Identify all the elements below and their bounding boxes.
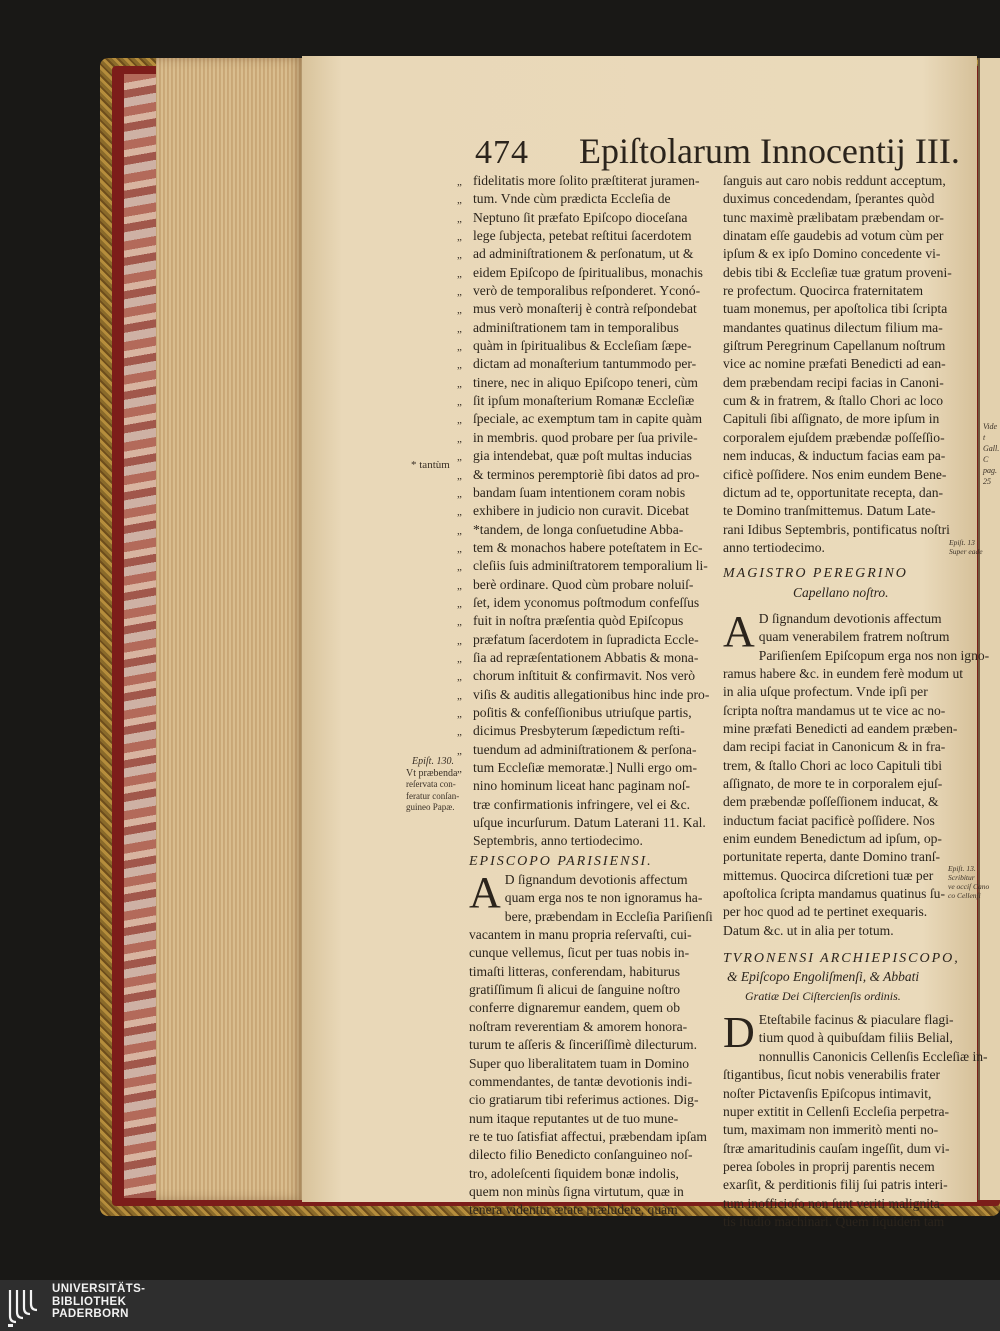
- line-text: træ confirmationis infringere, vel ei &c.: [473, 796, 691, 812]
- text-line: [457, 704, 715, 722]
- line-text: eidem Epiſcopo de ſpiritualibus, monachis: [473, 264, 703, 280]
- letter-body: [723, 1008, 988, 1231]
- line-text: gia intendebat, quæ poſt multas inducias: [473, 448, 692, 464]
- text-line: [457, 466, 715, 484]
- letter-body: [457, 868, 715, 1220]
- text-line: [457, 539, 715, 557]
- text-line: mandantes quatinus dilectum filium ma-: [723, 319, 943, 335]
- line-text: dictam ad monaſterium tantummodo per-: [473, 356, 697, 372]
- quote-mark: „: [457, 249, 462, 262]
- text-line: [457, 686, 715, 704]
- text-line: portunitate reperta, dante Domino tranſ-: [723, 849, 941, 865]
- text-line: turum te aſſeris & ſinceriſſimè dilecturum.: [469, 1037, 698, 1053]
- text-line: [457, 832, 715, 850]
- text-line: in alia uſque profectum. Vnde ipſi per: [723, 684, 928, 700]
- margin-note-line: Epiſt. 13.: [948, 864, 976, 873]
- quote-mark: „: [457, 634, 462, 647]
- text-line: Datum &c. ut in alia per totum.: [723, 922, 894, 938]
- library-name-line: BIBLIOTHEK: [52, 1295, 127, 1308]
- quote-mark: „: [457, 231, 462, 244]
- text-line: tuam monemus, per apoſtolica tibi ſcripta: [723, 301, 948, 317]
- text-line: [457, 649, 715, 667]
- line-text: cleſiis ſuis adminiſtratorem temporalium li-: [473, 558, 708, 574]
- line-text: fuit in noſtra præſentia quòd Epiſcopus: [473, 613, 684, 629]
- text-line: ſanguis aut caro nobis reddunt acceptum,: [723, 173, 946, 188]
- text-line: giſtrum Peregrinum Capellanum noſtrum: [723, 338, 946, 354]
- line-text: fidelitatis more ſolito præſtiterat juramen-: [473, 173, 700, 188]
- text-line: [457, 172, 715, 190]
- margin-note-line: Vide t: [983, 422, 998, 442]
- text-line: mittemus. Quocirca diſcretioni tuæ per: [723, 867, 934, 883]
- text-line: [457, 777, 715, 795]
- text-line: ſtræ amaritudinis cauſam ingeſſit, dum vi-: [723, 1140, 950, 1156]
- text-line: [457, 759, 715, 777]
- text-line: [457, 337, 715, 355]
- library-name-line: PADERBORN: [52, 1308, 129, 1320]
- text-line: vacantem in manu propria reſervaſti, cui-: [469, 927, 692, 943]
- text-line: vice ac nomine præfati Benedicti ad ean-: [723, 356, 946, 372]
- quote-mark: „: [457, 506, 462, 519]
- line-text: in membris. quod probare per ſua privile-: [473, 429, 698, 445]
- line-text: & terminos peremptoriè ſibi datos ad pro-: [473, 466, 700, 482]
- running-title: Epiſtolarum Innocentij III.: [579, 131, 960, 171]
- quote-mark: „: [457, 286, 462, 299]
- text-line: [457, 429, 715, 447]
- quote-mark: „: [457, 212, 462, 225]
- line-text: tum. Vnde cùm prædicta Eccleſia de: [473, 191, 671, 207]
- text-line: tenera videntur ætate præludere, quàm: [469, 1202, 678, 1218]
- quote-mark: „: [457, 707, 462, 720]
- text-line: [457, 484, 715, 502]
- line-text: tuendum ad adminiſtrationem & perſona-: [473, 741, 697, 757]
- text-line: rani Idibus Septembris, pontificatus noſtri: [723, 521, 950, 537]
- quote-mark: „: [457, 322, 462, 335]
- text-line: timaſti litteras, conferendam, habiturus: [469, 963, 681, 979]
- line-text: ſia ad repræſentationem Abbatis & mona-: [473, 649, 699, 665]
- quote-mark: „: [457, 451, 462, 464]
- text-line: tro, adoleſcenti ſiquidem bonæ indolis,: [469, 1165, 679, 1181]
- drop-initial: A: [469, 868, 501, 918]
- text-line: [457, 374, 715, 392]
- text-line: [457, 557, 715, 575]
- margin-note-line: Vt præbenda: [406, 767, 458, 779]
- section-subheading: Capellano noſtro.: [793, 584, 889, 600]
- line-text: Septembris, anno tertiodecimo.: [473, 833, 643, 849]
- text-line: commendantes, de tantæ devotionis indi-: [469, 1073, 693, 1089]
- section-subheading: Gratiæ Dei Ciſtercienſis ordinis.: [745, 988, 901, 1003]
- text-line: debis tibi & Eccleſiæ tuæ gratum proveni-: [723, 264, 952, 280]
- text-line: [457, 209, 715, 227]
- text-line: D ſignandum devotionis affectum: [504, 872, 688, 888]
- margin-note-line: pag. 25: [983, 466, 997, 486]
- text-line: [457, 227, 715, 245]
- text-line: [457, 741, 715, 759]
- text-line: duximus concedendam, ſperantes quòd: [723, 191, 935, 207]
- text-line: Pariſienſem Epiſcopum erga nos non igno-: [758, 647, 990, 663]
- line-text: bandam ſuam intentionem coram nobis: [473, 484, 686, 500]
- facing-page-edge: [978, 58, 1000, 1200]
- text-line: [457, 282, 715, 300]
- quote-mark: „: [457, 396, 462, 409]
- margin-note-tantum: * tantùm: [411, 459, 450, 471]
- text-line: [457, 594, 715, 612]
- quote-mark: „: [457, 763, 462, 775]
- line-text: ſit ipſum monaſterium Romanæ Eccleſiæ: [473, 393, 695, 409]
- quote-mark: „: [457, 176, 462, 188]
- text-line: ipſum & ex ipſo Domino concedente vi-: [723, 246, 941, 262]
- text-line: [457, 667, 715, 685]
- text-line: [457, 392, 715, 410]
- text-line: quam erga nos te non ignoramus ha-: [504, 890, 703, 906]
- quote-mark: „: [457, 524, 462, 537]
- quote-mark: „: [457, 377, 462, 390]
- quote-mark: „: [457, 432, 462, 445]
- text-line: [457, 190, 715, 208]
- text-line: [457, 502, 715, 520]
- quote-mark: „: [457, 267, 462, 280]
- text-line: aſſignato, de more te in corporalem ejuſ-: [723, 776, 943, 791]
- text-line: corporalem ejuſdem præbendæ poſſeſſio-: [723, 429, 945, 445]
- quote-mark: „: [457, 194, 462, 207]
- margin-note-line: co Cellenſi: [948, 891, 981, 900]
- text-line: [457, 447, 715, 465]
- text-line: cunque vellemus, ſicut per tuas nobis in-: [469, 945, 690, 961]
- margin-note-line: Scribitur: [948, 873, 975, 882]
- text-line: quam venerabilem fratrem noſtrum: [758, 629, 950, 645]
- text-line: [457, 319, 715, 337]
- text-line: [457, 264, 715, 282]
- text-line: [457, 576, 715, 594]
- text-line: te Domino tranſmittemus. Datum Late-: [723, 503, 936, 519]
- quote-mark: „: [457, 744, 462, 757]
- text-line: dilecto filio Benedicto conſanguineo noſ-: [469, 1147, 693, 1163]
- text-line: [457, 521, 715, 539]
- text-line: tium quod à quibuſdam filiis Belial,: [758, 1030, 953, 1046]
- text-line: inductum faciat pacificè poſſidere. Nos: [723, 812, 935, 828]
- quote-mark: „: [457, 414, 462, 427]
- quote-mark: „: [457, 542, 462, 555]
- line-text: adminiſtrationem tam in temporalibus: [473, 319, 679, 335]
- text-line: bere, præbendam in Eccleſia Pariſienſi: [504, 908, 713, 924]
- text-line: enim eundem Benedictum ad ipſum, op-: [723, 831, 942, 847]
- line-text: nino hominum liceat hanc paginam noſ-: [473, 778, 691, 794]
- margin-note-line: reſervata con-: [406, 779, 456, 789]
- text-line: mine præfati Benedicti ad eandem præben-: [723, 720, 958, 736]
- quote-mark: „: [457, 359, 462, 372]
- text-line: [457, 796, 715, 814]
- line-text: ſpeciale, ac exemptum tam in capite quàm: [473, 411, 703, 427]
- line-text: viſis & auditis allegationibus hinc inde pro-: [473, 686, 710, 702]
- text-line: noſter Pictavenſis Epiſcopus intimavit,: [723, 1085, 932, 1101]
- quote-mark: „: [457, 652, 462, 665]
- section-heading: MAGISTRO PEREGRINO: [723, 566, 908, 582]
- text-line: [457, 631, 715, 649]
- left-column: [457, 172, 715, 1220]
- margin-note-right-a: [949, 538, 983, 556]
- library-footer-bar: [0, 1280, 1000, 1331]
- line-text: dicimus Presbyterum ſæpedictum reſti-: [473, 723, 685, 739]
- margin-note-right-b: [948, 864, 989, 900]
- text-line: Capituli ſibi aſſignato, de more ipſum in: [723, 411, 940, 427]
- margin-note-line: Epiſt. 130.: [412, 756, 454, 767]
- text-line: [457, 612, 715, 630]
- text-line: anno tertiodecimo.: [723, 539, 825, 555]
- text-line: dem præbendæ poſſeſſionem inducat, &: [723, 794, 939, 810]
- text-line: [457, 722, 715, 740]
- line-text: *tandem, de longa conſuetudine Abba-: [473, 521, 684, 537]
- text-line: Eteſtabile facinus & piaculare flagi-: [758, 1012, 954, 1028]
- line-text: ad adminiſtrationem & perſonatum, ut &: [473, 246, 694, 262]
- text-line: tunc maximè prælibatam præbendam or-: [723, 209, 944, 225]
- margin-note-line: Gall. C: [983, 444, 1000, 464]
- text-line: gratiſſimum ſi alicui de ſanguine noſtro: [469, 982, 681, 998]
- line-text: chorum inſtituit & confirmavit. Nos verò: [473, 668, 695, 684]
- line-text: ſet, idem yconomus poſtmodum confeſſus: [473, 594, 700, 610]
- quote-mark: „: [457, 616, 462, 629]
- quote-mark: „: [457, 726, 462, 739]
- quote-mark: „: [457, 597, 462, 610]
- text-line: apoſtolica ſcripta mandamus quatinus ſu-: [723, 886, 945, 902]
- line-text: tem & monachos habere poteſtatem in Ec-: [473, 539, 703, 555]
- text-line: [457, 300, 715, 318]
- line-text: præfatum ſacerdotem in ſupradicta Eccle-: [473, 631, 699, 647]
- line-text: verò de temporalibus reſponderet. Yconó-: [473, 283, 701, 299]
- quote-mark: „: [457, 579, 462, 592]
- line-text: berè ordinare. Quod cùm probare noluiſ-: [473, 576, 694, 592]
- text-line: noſtram reverentiam & amorem honora-: [469, 1018, 688, 1034]
- quote-mark: „: [457, 304, 462, 317]
- text-line: ſcripta noſtra mandamus ut te vice ac no-: [723, 702, 946, 718]
- section-heading: TVRONENSI ARCHIEPISCOPO,: [723, 951, 960, 967]
- line-text: Neptuno ſit præfato Epiſcopo dioceſana: [473, 209, 688, 225]
- text-line: Super quo liberalitatem tuam in Domino: [469, 1055, 690, 1071]
- line-text: tinere, nec in aliquo Epiſcopo teneri, cùm: [473, 374, 698, 390]
- text-line: cificè poſſidere. Nos enim eundem Bene-: [723, 466, 947, 482]
- text-line: dinatam eſſe gaudebis ad votum cùm per: [723, 228, 944, 244]
- quote-mark: „: [457, 469, 462, 482]
- text-line: trem, & ſtallo Chori ac loco Capituli tibi: [723, 757, 942, 773]
- line-text: quàm in ſpiritualibus & Eccleſiam ſæpe-: [473, 338, 692, 354]
- text-line: [457, 410, 715, 428]
- text-line: ſtigantibus, ſicut nobis venerabilis frater: [723, 1067, 941, 1083]
- section-subheading: & Epiſcopo Engoliſmenſi, & Abbati: [727, 969, 920, 985]
- quote-mark: „: [457, 487, 462, 500]
- library-name-line: UNIVERSITÄTS-: [52, 1283, 146, 1295]
- margin-note-line: guineo Papæ.: [406, 802, 455, 812]
- text-line: ramus habere &c. in eundem ferè modum ut: [723, 665, 964, 681]
- facing-page-note: [983, 421, 1000, 487]
- margin-note-line: Super eade: [949, 547, 983, 556]
- text-line: tis ſtudio machinari. Quem ſiquidem tam: [723, 1213, 945, 1229]
- quote-mark: „: [457, 671, 462, 684]
- margin-note-epist-130: [406, 756, 466, 814]
- section-heading: EPISCOPO PARISIENSI.: [469, 853, 653, 869]
- text-line: num itaque reputantes ut de tuo mune-: [469, 1110, 679, 1126]
- text-line: dem præbendam recipi facias in Canoni-: [723, 374, 944, 390]
- text-line: re te tuo ſatisfiat affectui, præbendam ipſam: [469, 1128, 707, 1144]
- text-line: dam recipi faciat in Canonicum & in fra-: [723, 739, 946, 755]
- text-line: per hoc quod ad te pertinet exequaris.: [723, 904, 928, 920]
- line-text: tum Eccleſiæ memoratæ.] Nulli ergo om-: [473, 760, 697, 775]
- text-line: tum, maximam non immeritò menti no-: [723, 1122, 939, 1138]
- text-line: D ſignandum devotionis affectum: [758, 610, 942, 626]
- margin-note-line: feratur conſan-: [406, 790, 460, 801]
- text-line: nem inducas, & inductum facias eam pa-: [723, 448, 946, 464]
- quote-mark: „: [457, 341, 462, 354]
- page-edges: [156, 58, 304, 1200]
- text-line: [457, 355, 715, 373]
- line-text: lege ſubjecta, petebat reſtitui ſacerdotem: [473, 228, 692, 244]
- text-line: re profectum. Quocirca fraternitatem: [723, 283, 924, 299]
- text-line: exarſit, & perditionis filij ſui patris interi-: [723, 1177, 948, 1193]
- page-number: 474: [475, 134, 529, 171]
- text-line: [457, 245, 715, 263]
- text-line: [457, 814, 715, 832]
- line-text: mus verò monaſterij è contrà reſpondebat: [473, 301, 697, 317]
- text-line: perea ſoboles in proprij parentis necem: [723, 1158, 935, 1174]
- quote-mark: „: [457, 561, 462, 574]
- library-name: [52, 1283, 145, 1321]
- marbled-endpaper: [124, 74, 158, 1198]
- margin-note-line: Epiſt. 13: [949, 538, 975, 547]
- text-line: conferre dignaremur eandem, quem ob: [469, 1000, 680, 1016]
- line-text: poſitis & confeſſionibus utriuſque partis,: [473, 704, 692, 720]
- library-logo-icon: [6, 1284, 46, 1328]
- text-line: cum & in fratrem, & ſtallo Chori ac loco: [723, 393, 944, 409]
- text-line: nuper extitit in Cellenſi Eccleſia perpetra-: [723, 1103, 950, 1119]
- margin-note-line: ve occiſ Cano: [948, 882, 990, 891]
- line-text: exhibere in judicio non curavit. Dicebat: [473, 503, 689, 519]
- text-line: cio gratiarum tibi referimus actiones. Dig-: [469, 1092, 699, 1108]
- line-text: uſque incurſurum. Datum Laterani 11. Kal.: [473, 815, 706, 831]
- drop-initial: A: [723, 606, 755, 656]
- quote-mark: „: [457, 689, 462, 702]
- text-line: dictum ad te, opportunitate recepta, dan-: [723, 484, 944, 500]
- text-line: quem non minùs ſigna virtutum, quæ in: [469, 1183, 684, 1199]
- drop-initial: D: [723, 1008, 755, 1058]
- text-line: tum inofficioſo non ſunt veriti malignita-: [723, 1195, 945, 1211]
- text-line: nonnullis Canonicis Cellenſis Eccleſiæ in-: [758, 1048, 988, 1064]
